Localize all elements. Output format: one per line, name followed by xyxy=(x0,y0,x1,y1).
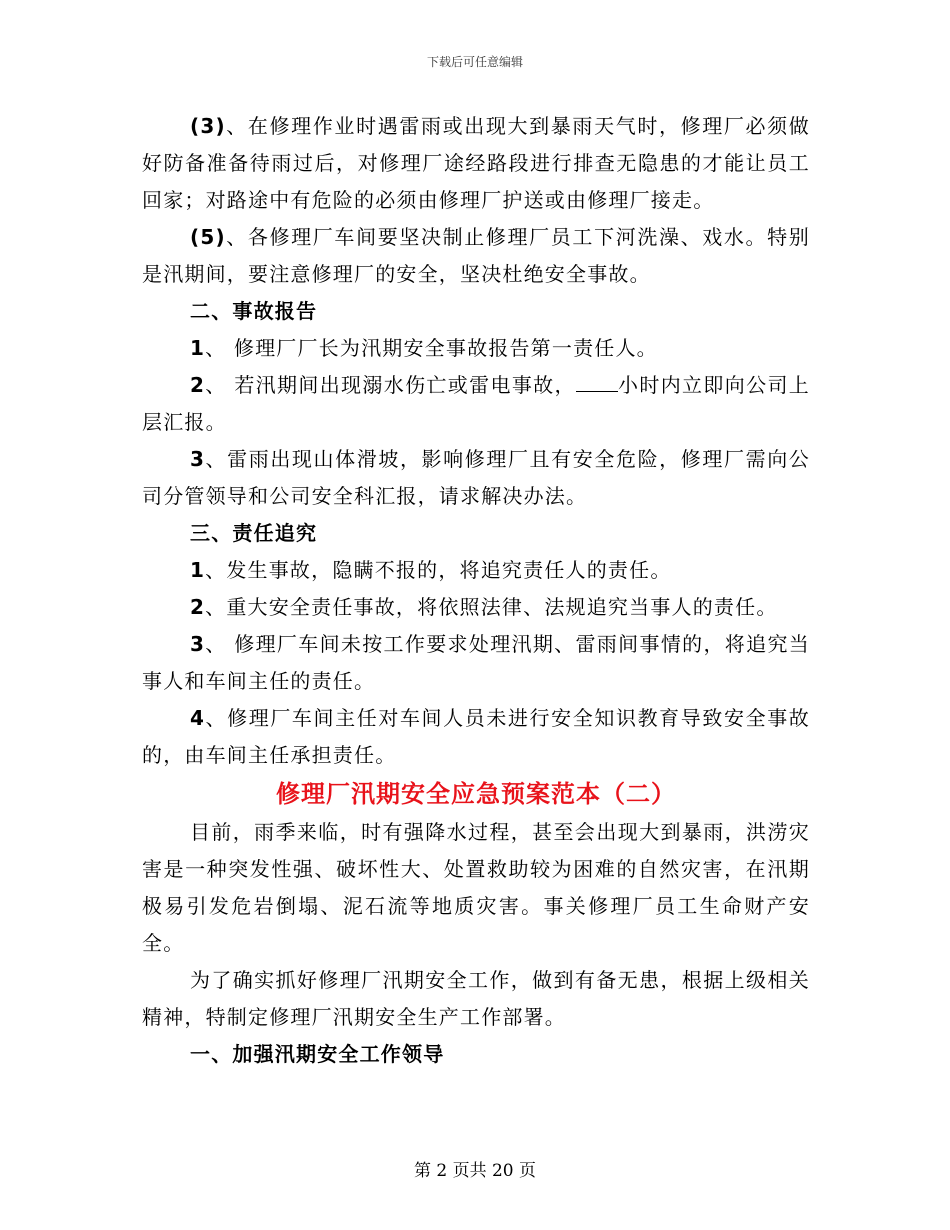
responsibility-item-2 xyxy=(142,589,810,626)
item-number: (3) xyxy=(190,114,226,138)
responsibility-item-3 xyxy=(142,626,810,700)
responsibility-item-4 xyxy=(142,700,810,774)
page-number: 第 2 页共 20 页 xyxy=(413,1161,537,1181)
blank-fill-line xyxy=(576,373,618,392)
paragraph-text: 、 修理厂车间未按工作要求处理汛期、雷雨间事情的，将追究当事人和车间主任的责任。 xyxy=(142,632,810,693)
paragraph-text: 、发生事故，隐瞒不报的，将追究责任人的责任。 xyxy=(205,558,672,582)
paragraph-text: 、 若汛期间出现溺水伤亡或雷电事故， xyxy=(205,373,576,397)
paragraph-text: 、 修理厂厂长为汛期安全事故报告第一责任人。 xyxy=(205,336,658,360)
paragraph-text: 、重大安全责任事故，将依照法律、法规追究当事人的责任。 xyxy=(205,595,778,619)
item-number: 2 xyxy=(190,373,206,397)
report-item-3 xyxy=(142,441,810,515)
paragraph-text: 、各修理厂车间要坚决制止修理厂员工下河洗澡、戏水。特别是汛期间，要注意修理厂的安全，坚决杜绝安全事故。 xyxy=(142,225,810,286)
item-number: 4 xyxy=(190,706,206,730)
section-title: 修理厂汛期安全应急预案范本（二） xyxy=(276,779,676,808)
item-number: (5) xyxy=(190,225,226,249)
paragraph-5 xyxy=(142,219,810,293)
item-number: 3 xyxy=(190,447,206,471)
paragraph-text: 、雷雨出现山体滑坡，影响修理厂且有安全危险，修理厂需向公司分管领导和公司安全科汇报，请求解决办法。 xyxy=(142,447,810,508)
document-body xyxy=(142,108,810,1073)
report-item-2 xyxy=(142,367,810,441)
paragraph-text: 、在修理作业时遇雷雨或出现大到暴雨天气时，修理厂必须做好防备准备待雨过后，对修理厂途经路段进行排查无隐患的才能让员工回家；对路途中有危险的必须由修理厂护送或由修理厂接走。 xyxy=(142,114,810,212)
heading-responsibility: 三、责任追究 xyxy=(190,521,318,545)
responsibility-item-1 xyxy=(142,552,810,589)
item-number: 3 xyxy=(190,632,206,656)
paragraph-text: 小时内立即向公司上层汇报。 xyxy=(142,373,810,434)
item-number: 1 xyxy=(190,558,206,582)
paragraph-3 xyxy=(142,108,810,219)
paragraph-text: 、修理厂车间主任对车间人员未进行安全知识教育导致安全事故的，由车间主任承担责任。 xyxy=(142,706,810,767)
item-number: 1 xyxy=(190,336,206,360)
item-number: 2 xyxy=(190,595,206,619)
header-note: 下载后可任意编辑 xyxy=(426,55,523,69)
intro-paragraph: 目前，雨季来临，时有强降水过程，甚至会出现大到暴雨，洪涝灾害是一种突发性强、破坏性大、处置救助较为困难的自然灾害，在汛期极易引发危岩倒塌、泥石流等地质灾害。事关修理厂员工生命财产安全。 xyxy=(142,820,810,955)
heading-leadership: 一、加强汛期安全工作领导 xyxy=(190,1042,445,1066)
purpose-paragraph: 为了确实抓好修理厂汛期安全工作，做到有备无患，根据上级相关精神，特制定修理厂汛期安全生产工作部署。 xyxy=(142,968,810,1029)
report-item-1 xyxy=(142,330,810,367)
heading-accident-report: 二、事故报告 xyxy=(190,299,318,323)
